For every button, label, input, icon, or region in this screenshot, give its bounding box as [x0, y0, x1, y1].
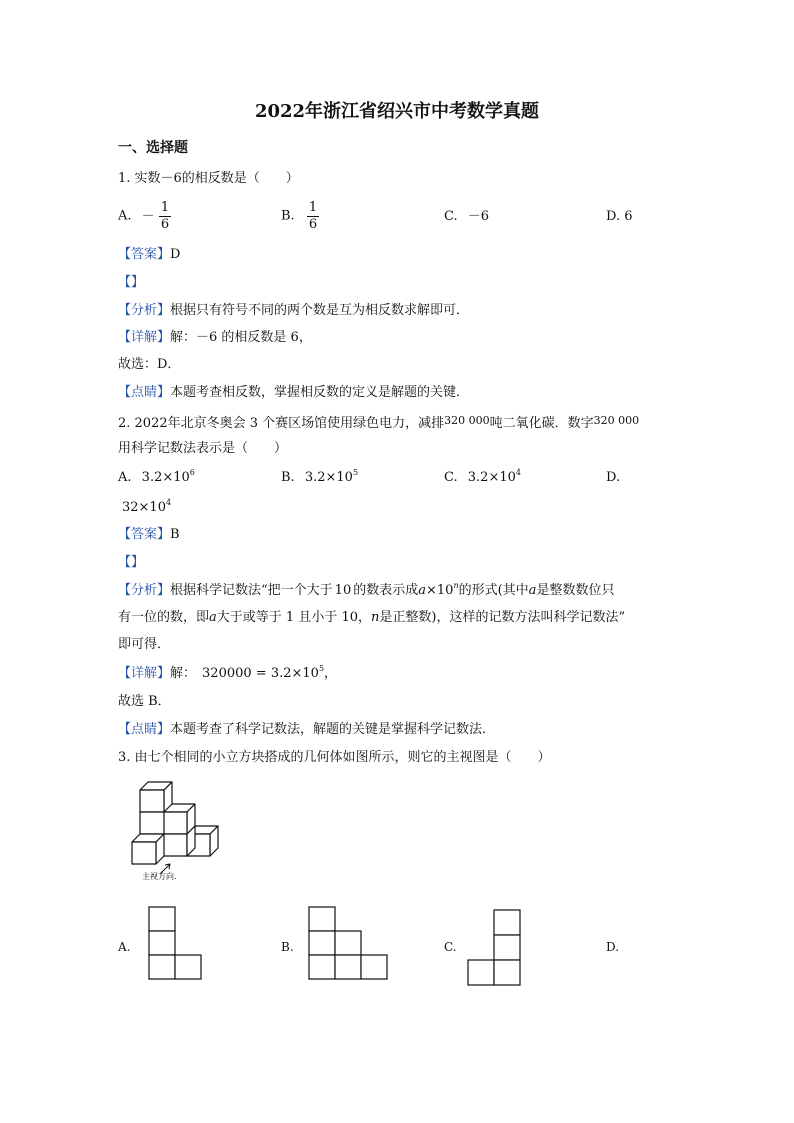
q1-option-b: [281, 200, 319, 233]
q2-answer-value: B: [170, 527, 180, 542]
q2-answer: [118, 526, 180, 544]
q1-option-d: D. 6: [606, 209, 633, 224]
q2-analysis-var-a: a: [418, 583, 426, 598]
q2-detail-suffix: ，: [324, 666, 338, 681]
q2-choice: 故选 B．: [118, 694, 171, 709]
q1-comment-text: 本题考查相反数，掌握相反数的定义是解题的关键．: [170, 385, 470, 400]
q2-analysis-var-a-2: a: [528, 583, 537, 598]
q1-answer: [118, 246, 180, 264]
q2-detail: [118, 665, 337, 683]
q2-comment-tag: 【点睛】: [118, 722, 171, 737]
q1-option-a: [118, 200, 171, 233]
q2-analysis-times-ten: ×10: [426, 583, 454, 598]
page-title: 2022年浙江省绍兴市中考数学真题: [254, 101, 540, 122]
q2-comment: [118, 721, 495, 739]
q2-option-b: [281, 469, 358, 487]
q2-option-c: [444, 469, 521, 487]
q2-analysis-text-4: 是整数数位只: [536, 583, 615, 598]
q2-detail-exponent: 5: [318, 664, 325, 673]
q2-option-a-base: 3.2×10: [141, 470, 190, 485]
q2-number-1: 320 000: [444, 414, 490, 427]
q3-figure-caption: 主视方向.: [142, 872, 177, 881]
q2-option-d: [122, 499, 171, 517]
q2-option-a-exp: 6: [189, 468, 195, 477]
q1-option-a-fraction: [159, 200, 171, 233]
q1-option-a-numerator: 1: [160, 200, 170, 215]
q1-option-c-value: －6: [467, 209, 490, 224]
q2-analysis-text-6: 大于或等于 1 且小于 10，: [216, 610, 371, 625]
q3-option-b-label: B.: [281, 940, 294, 954]
q1-option-b-denominator: 6: [308, 217, 318, 232]
q2-analysis-line2: [118, 609, 625, 627]
q2-stem-part2: 吨二氧化碳．数字: [489, 416, 594, 431]
q1-answer-value: D: [170, 247, 181, 262]
q2-number-2: 320 000: [593, 414, 640, 427]
q2-analysis-var-n-2: n: [371, 610, 380, 625]
q1-option-b-fraction: [307, 200, 319, 233]
q2-comment-text: 本题考查了科学记数法，解题的关键是掌握科学记数法．: [170, 722, 496, 737]
q1-option-a-label: A.: [118, 208, 132, 224]
q1-comment-tag: 【点睛】: [118, 385, 171, 400]
q2-option-b-base: 3.2×10: [304, 470, 353, 485]
q2-option-d-label: D.: [606, 470, 621, 485]
q3-option-c-label: C.: [444, 940, 457, 954]
q1-comment: [118, 384, 469, 402]
q3-stem: 3. 由七个相同的小立方块搭成的几何体如图所示，则它的主视图是（ ）: [118, 750, 551, 765]
q2-stem-line2: 用科学记数法表示是（ ）: [118, 441, 288, 456]
q2-analysis-text-3: 的形式(其中: [458, 583, 529, 598]
q2-option-a-label: A.: [118, 470, 132, 485]
q1-option-b-numerator: 1: [308, 200, 318, 215]
q1-analysis-tag: 【分析】: [118, 303, 171, 318]
q1-choice: 故选：D．: [118, 357, 181, 372]
q2-option-c-base: 3.2×10: [467, 470, 516, 485]
q1-detail-text: 解：－6 的相反数是 6，: [170, 330, 312, 345]
q2-detail-tag: 【详解】: [118, 666, 171, 681]
q3-option-c-figure: [467, 909, 523, 987]
q3-option-a-figure: [148, 906, 204, 982]
q2-analysis-ten: 10: [334, 583, 352, 598]
q2-analysis-text-2: 的数表示成: [353, 583, 419, 598]
q2-stem-line1: [118, 412, 639, 433]
q2-analysis-var-n: n: [453, 581, 459, 590]
q3-option-b-figure: [308, 906, 390, 982]
q1-analysis: [118, 302, 469, 320]
q2-option-b-exp: 5: [352, 468, 359, 477]
q1-option-c-label: C.: [444, 209, 458, 224]
q2-stem-part1: 2. 2022年北京冬奥会 3 个赛区场馆使用绿色电力，减排: [118, 416, 445, 431]
q2-analysis-line3: 即可得．: [118, 637, 171, 652]
q2-answer-tag: 【答案】: [118, 527, 171, 542]
q2-analysis-text-1: 根据科学记数法“把一个大于: [170, 583, 333, 598]
q3-option-a-label: A.: [118, 940, 131, 954]
q1-option-a-denominator: 6: [160, 217, 170, 232]
q1-empty-bracket: 【】: [118, 275, 145, 290]
q1-answer-tag: 【答案】: [118, 247, 171, 262]
q2-option-b-label: B.: [281, 470, 295, 485]
q2-detail-equation: 320000 = 3.2×10: [202, 666, 319, 681]
q2-analysis-text-5: 有一位的数，即: [118, 610, 210, 625]
q2-detail-prefix: 解：: [170, 666, 197, 681]
q2-option-d-base: 32×10: [122, 500, 166, 515]
q1-detail-tag: 【详解】: [118, 330, 171, 345]
q1-option-b-label: B.: [281, 208, 295, 224]
q2-option-a: [118, 469, 195, 487]
q2-empty-bracket: 【】: [118, 555, 145, 570]
q2-analysis-text-7: 是正整数)，这样的记数方法叫科学记数法”: [379, 610, 626, 625]
q1-analysis-text: 根据只有符号不同的两个数是互为相反数求解即可．: [170, 303, 470, 318]
q1-option-a-sign: －: [141, 208, 155, 224]
q2-option-c-exp: 4: [515, 468, 521, 477]
q2-analysis-tag: 【分析】: [118, 583, 171, 598]
q2-analysis-var-a-3: a: [209, 610, 217, 625]
q2-option-c-label: C.: [444, 470, 458, 485]
q1-stem: 1. 实数－6的相反数是（ ）: [118, 171, 299, 186]
q2-option-d-exp: 4: [165, 498, 172, 507]
q1-detail: [118, 329, 312, 347]
q2-analysis-line1: [118, 582, 614, 600]
q1-option-c: [444, 208, 489, 226]
q3-option-d-label: D.: [606, 940, 620, 954]
section-heading: 一、选择题: [118, 140, 188, 156]
